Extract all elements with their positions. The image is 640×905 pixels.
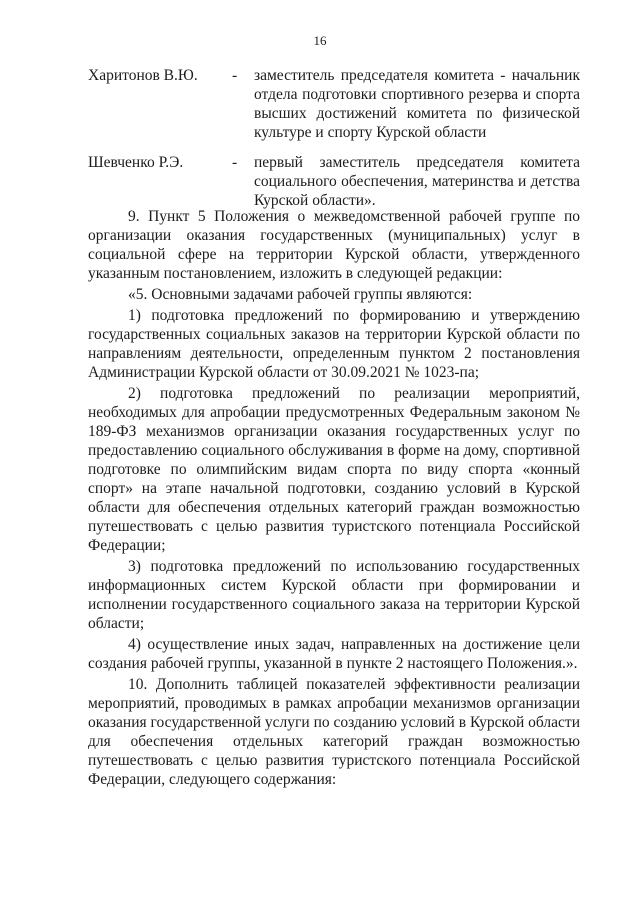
member-name: Харитонов В.Ю.: [88, 67, 198, 84]
paragraph-task-1: 1) подготовка предложений по формированию и утверждению государственных социальных заказов на территории Курской области по направлениям деятельности, определенным пунктом 2 постановления Администрации Курской области от 30.09.2021 № 1023-па;: [88, 307, 580, 381]
working-group-members-list: [88, 66, 580, 210]
member-row: [88, 66, 580, 142]
member-name: Шевченко Р.Э.: [88, 154, 184, 171]
paragraph-tasks-intro: «5. Основными задачами рабочей группы являются:: [128, 286, 473, 303]
member-row: [88, 153, 580, 210]
member-dash: -: [232, 67, 238, 84]
paragraph-task-3: 3) подготовка предложений по использованию государственных информационных систем Курской области при формировании и исполнении государственного социального заказа на территории Курской области;: [88, 558, 580, 632]
paragraph-item-10: 10. Дополнить таблицей показателей эффективности реализации мероприятий, проводимых в рамках апробации механизмов организации оказания государственной услуги по созданию условий в Курской области для обеспечения отдельных категорий граждан возможностью путешествовать с целью развития туристского потенциала Российской Федерации, следующего содержания:: [88, 676, 580, 788]
member-position: заместитель председателя комитета - начальник отдела подготовки спортивного резерва и спорта высших достижений комитета по физической культуре и спорту Курской области: [254, 67, 580, 141]
member-dash: -: [232, 154, 238, 171]
member-position: первый заместитель председателя комитета социального обеспечения, материнства и детства Курской области».: [254, 154, 580, 209]
paragraph-task-4: 4) осуществление иных задач, направленных на достижение цели создания рабочей группы, указанной в пункте 2 настоящего Положения.».: [88, 636, 580, 672]
paragraph-item-9: 9. Пункт 5 Положения о межведомственной рабочей группе по организации оказания государственных (муниципальных) услуг в социальной сфере на территории Курской области, утвержденного указанным постановлением, изложить в следующей редакции:: [88, 208, 580, 282]
paragraph-task-2: 2) подготовка предложений по реализации мероприятий, необходимых для апробации предусмотренных Федеральным законом № 189-ФЗ механизмов организации оказания государственных услуг по предоставлению социального обслуживания в форме на дому, спортивной подготовке по олимпийским видам спорта по виду спорта «конный спорт» на этапе начальной подготовки, созданию условий в Курской области для обеспечения отдельных категорий граждан возможностью путешествовать с целью развития туристского потенциала Российской Федерации;: [88, 385, 580, 554]
page-number: 16: [313, 33, 327, 48]
document-body: [88, 207, 580, 789]
